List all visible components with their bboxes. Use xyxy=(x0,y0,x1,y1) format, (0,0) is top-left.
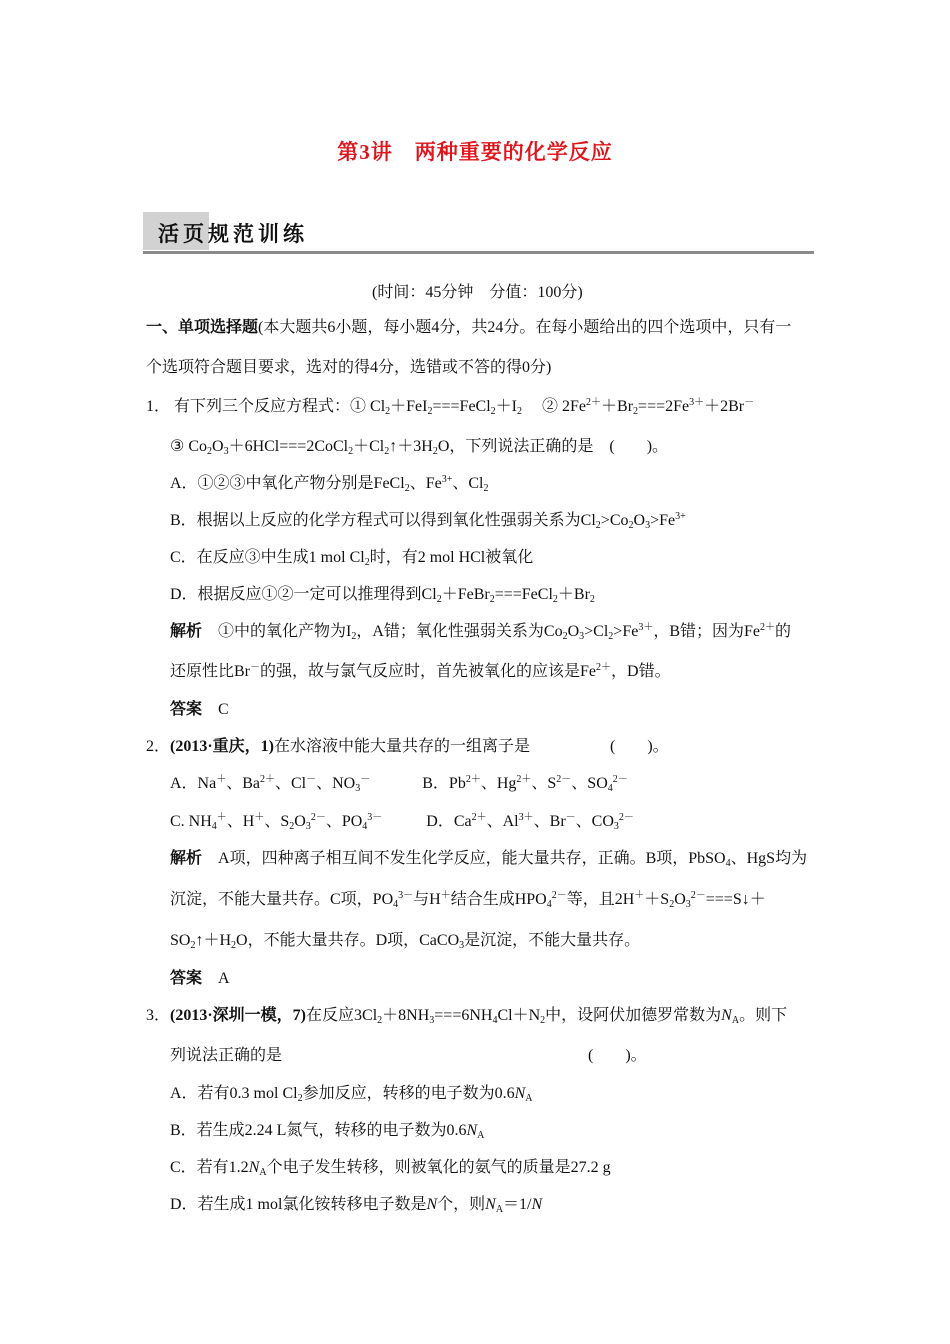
q2-options-ab: A．Na＋、$Ba^{2+}$、Cl－、$NO_3^-$ B．$Pb^{2+}$、$Hg^{2+}$、$S^{2-}$、$SO_4^{2-}$ xyxy=(170,774,628,794)
lecture-topic: 两种重要的化学反应 xyxy=(414,140,613,164)
q2-analysis-2: 沉淀，不能大量共存。C项，$PO_4^{3-}$与H＋结合生成$HPO_4^{2-}$等，且$2H^++S_2O_3^{2-}===S↓+$ xyxy=(170,890,766,910)
q3-source: (2013·深圳一模，7) xyxy=(170,1007,307,1024)
q3-option-b: B．若生成2.24 L氮气，转移的电子数为$0.6N_A$ xyxy=(170,1122,485,1141)
q1-stem-cont: ③ $Co_2O_3+6HCl===2CoCl_2+Cl_2↑+3H_2O$，下列说法正确的是 ( )。 xyxy=(170,438,669,457)
section-heading: 一、单项选择题 xyxy=(146,319,259,336)
q3-option-a: A．若有0.3 mol $Cl_2$参加反应，转移的电子数为$0.6N_A$ xyxy=(170,1085,533,1104)
section-intro-line-1 xyxy=(146,318,791,338)
q1-analysis-2: 还原性比Br－的强，故与氯气反应时，首先被氧化的应该是$Fe^{2+}$，D错。 xyxy=(170,662,671,680)
lecture-number: 第3讲 xyxy=(337,140,393,164)
q3-stem: 3．(2013·深圳一模，7)在反应$3Cl_2+8NH_3===6NH_4Cl+N_2$中，设阿伏加德罗常数为$N_A$。则下 xyxy=(146,1007,788,1026)
q3-option-c: C．若有$1.2N_A$个电子发生转移，则被氧化的氨气的质量是27.2 g xyxy=(170,1159,611,1178)
q1-option-b: B．根据以上反应的化学方程式可以得到氧化性强弱关系为$Cl_2>Co_2O_3>Fe^{3+}$ xyxy=(170,511,686,531)
section-banner: 活页规范训练 xyxy=(158,222,308,246)
q1-answer xyxy=(170,700,229,720)
q3-option-d: D．若生成1 mol氯化铵转移电子数是N个，则$N_A=1/N$ xyxy=(170,1196,543,1215)
answer-label: 答案 xyxy=(170,970,203,987)
q1-number: 1． xyxy=(146,398,171,415)
section-intro-line-2: 个选项符合题目要求，选对的得4分，选错或不答的得0分) xyxy=(146,359,552,376)
q2-number: 2． xyxy=(146,738,171,755)
page-title xyxy=(0,136,950,166)
q3-number: 3． xyxy=(146,1007,171,1024)
time-score-meta: (时间：45分钟 分值：100分) xyxy=(372,284,583,301)
answer-label: 答案 xyxy=(170,701,203,718)
q3-stem-cont: 列说法正确的是 ( )。 xyxy=(170,1047,647,1064)
q2-analysis-1: 解析 A项，四种离子相互间不发生化学反应，能大量共存，正确。B项，PbSO$_4$、HgS均为 xyxy=(170,850,808,869)
q2-analysis-3: $SO_2↑+H_2O$，不能大量共存。D项，CaCO$_3$是沉淀，不能大量共存。 xyxy=(170,932,641,951)
q1-stem: 1． 有下列三个反应方程式：① $Cl_2+FeI_2===FeCl_2+I_2$ ② $2Fe^{2+}+Br_2===2Fe^{3+}+2Br^-$ xyxy=(146,397,755,417)
analysis-label: 解析 xyxy=(170,850,203,867)
q1-option-a: A．①②③中氧化产物分别是FeCl$_2$、$Fe^{3+}$、$Cl_2$ xyxy=(170,474,489,494)
analysis-label: 解析 xyxy=(170,623,203,640)
q1-analysis-1: 解析 ①中的氧化产物为$I_2$，A错；氧化性强弱关系为$Co_2O_3>Cl_2>Fe^{3+}$，B错；因为$Fe^{2+}$的 xyxy=(170,622,792,642)
banner-rule xyxy=(143,251,814,254)
q1-option-d: D．根据反应①②一定可以推理得到$Cl_2+FeBr_2===FeCl_2+Br_2$ xyxy=(170,586,595,605)
q1-option-c: C．在反应③中生成1 mol $Cl_2$时，有2 mol HCl被氧化 xyxy=(170,549,534,568)
q1-answer-value: C xyxy=(218,701,229,718)
q2-stem: 2．(2013·重庆，1)在水溶液中能大量共存的一组离子是 ( )。 xyxy=(146,738,669,755)
q2-answer xyxy=(170,969,230,989)
section-desc-1: (本大题共6小题，每小题4分，共24分。在每小题给出的四个选项中，只有一 xyxy=(258,319,792,336)
q2-options-cd: C. $NH_4^+$、H＋、$S_2O_3^{2-}$、$PO_4^{3-}$ D．$Ca^{2+}$、$Al^{3+}$、Br－、$CO_3^{2-}$ xyxy=(170,812,634,832)
q2-source: (2013·重庆，1) xyxy=(170,738,275,755)
q2-answer-value: A xyxy=(218,970,230,987)
